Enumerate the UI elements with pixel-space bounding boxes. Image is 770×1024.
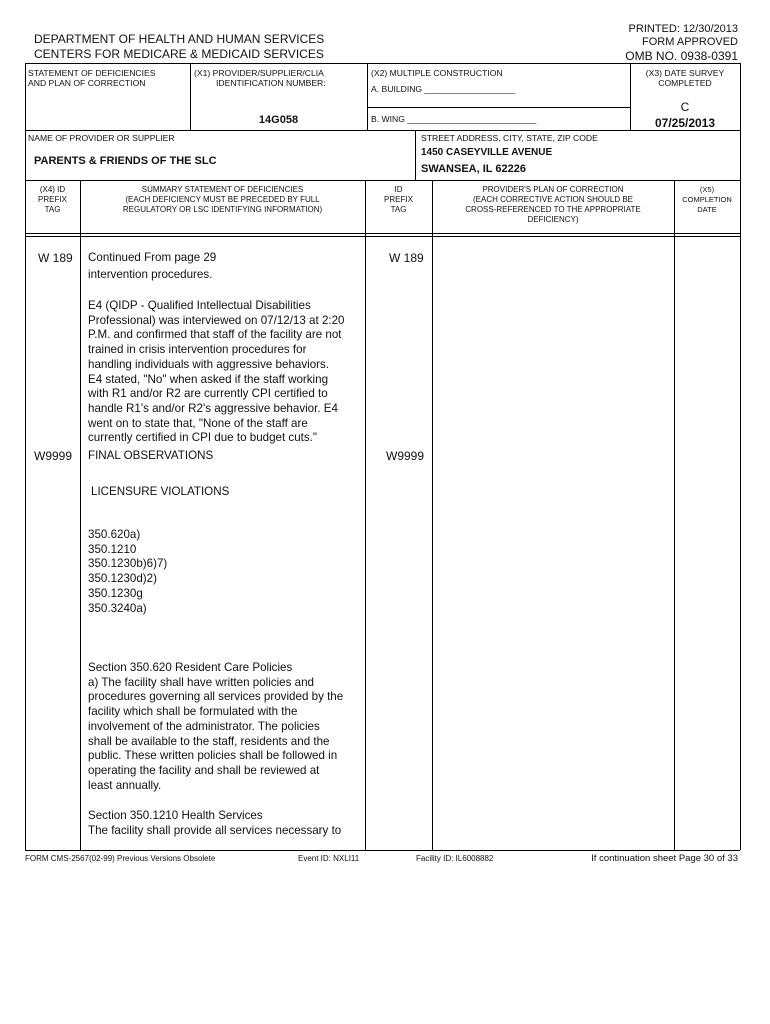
id-header: ID PREFIX TAG (384, 185, 413, 214)
col-id-right (432, 180, 433, 850)
form-divider-2 (25, 180, 740, 181)
provider-id-number: 14G058 (258, 114, 299, 126)
omb-number: OMB NO. 0938-0391 (625, 49, 738, 63)
section-list: 350.620a) 350.1210 350.1230b)6)7) 350.1230d)2) 350.1230g 350.3240a) (88, 528, 168, 615)
survey-completed-date: 07/25/2013 (654, 116, 716, 130)
final-observations-heading: FINAL OBSERVATIONS (88, 449, 214, 462)
provider-address-divider (415, 130, 416, 180)
prefix-tag-left-w9999: W9999 (34, 449, 73, 463)
wing-field: B. WING ___________________________ (371, 114, 537, 124)
x1-label: (X1) PROVIDER/SUPPLIER/CLIA IDENTIFICATION NUMBER: (194, 68, 326, 88)
event-id-footer: Event ID: NXLI11 (298, 854, 360, 863)
x3-label: (X3) DATE SURVEY COMPLETED (645, 68, 725, 88)
prefix-tag-right-w9999: W9999 (386, 449, 425, 463)
x5-header: (X5) COMPLETION DATE (682, 185, 732, 214)
statement-label: STATEMENT OF DEFICIENCIES AND PLAN OF CORRECTION (28, 68, 156, 88)
street-address: 1450 CASEYVILLE AVENUE (421, 147, 553, 158)
continuation-page-footer: If continuation sheet Page 30 of 33 (591, 853, 738, 864)
plan-header: PROVIDER'S PLAN OF CORRECTION (EACH CORRECTIVE ACTION SHOULD BE CROSS-REFERENCED TO THE APPROPRIATE DEFICIENCY) (465, 185, 641, 224)
form-approved: FORM APPROVED (642, 36, 738, 48)
interview-paragraph: E4 (QIDP - Qualified Intellectual Disabilities Professional) was interviewed on 07/12/13 at 2:20 P.M. and confirmed that staff of the facility are not trained in crisis intervention procedures for handling individuals with aggressive behaviors. E4 stated, "No" when asked if the staff working with R1 and/or R2 are currently CPI certified to handle R1's and/or R2's aggressive behavior. E4 went on to state that, "None of the staff are currently certified in CPI due to budget cuts." (88, 299, 345, 445)
column-header-bottom-double (25, 236, 740, 237)
survey-code: C (680, 100, 690, 114)
provider-name: PARENTS & FRIENDS OF THE SLC (34, 155, 217, 167)
city-state-zip: SWANSEA, IL 62226 (421, 163, 526, 175)
x4-header: (X4) ID PREFIX TAG (38, 185, 67, 214)
printed-date: PRINTED: 12/30/2013 (628, 23, 738, 35)
facility-id-footer: Facility ID: IL6008882 (416, 854, 494, 863)
building-field: A. BUILDING ___________________ (371, 84, 516, 94)
summary-header: SUMMARY STATEMENT OF DEFICIENCIES (EACH DEFICIENCY MUST BE PRECEDED BY FULL REGULATORY OR LSC IDENTIFYING INFORMATION) (122, 185, 323, 214)
building-wing-divider (367, 107, 630, 108)
prefix-tag-left-w189: W 189 (38, 251, 73, 265)
form-top-border (25, 63, 740, 64)
address-label: STREET ADDRESS, CITY, STATE, ZIP CODE (421, 133, 598, 143)
form-id-footer: FORM CMS-2567(02-99) Previous Versions Obsolete (25, 854, 216, 863)
col-x4-right (80, 180, 81, 850)
form-bottom-border (25, 850, 740, 851)
resident-care-policies-paragraph: Section 350.620 Resident Care Policies a) The facility shall have written policies and procedures governing all services provided by the facility which shall be formulated with the involvement of the administrator. The policies shall be available to the staff, residents and the public. These written policies shall be followed in operating the facility and shall be reviewed at least annually. (88, 661, 344, 792)
col-plan-right (674, 180, 675, 850)
agency-title: CENTERS FOR MEDICARE & MEDICAID SERVICES (34, 47, 324, 61)
x2-label: (X2) MULTIPLE CONSTRUCTION (371, 68, 503, 78)
provider-name-label: NAME OF PROVIDER OR SUPPLIER (28, 133, 175, 143)
prefix-tag-right-w189: W 189 (389, 251, 424, 265)
department-title: DEPARTMENT OF HEALTH AND HUMAN SERVICES (34, 32, 325, 46)
column-header-bottom (25, 233, 740, 234)
continued-paragraph: Continued From page 29 intervention procedures. (88, 251, 217, 281)
top-col-divider-2 (367, 63, 368, 130)
health-services-paragraph: Section 350.1210 Health Services The facility shall provide all services necessary to (88, 809, 342, 837)
licensure-violations-heading: LICENSURE VIOLATIONS (91, 485, 230, 498)
form-right-border (740, 63, 741, 850)
form-left-border (25, 63, 26, 850)
form-divider-1 (25, 130, 740, 131)
